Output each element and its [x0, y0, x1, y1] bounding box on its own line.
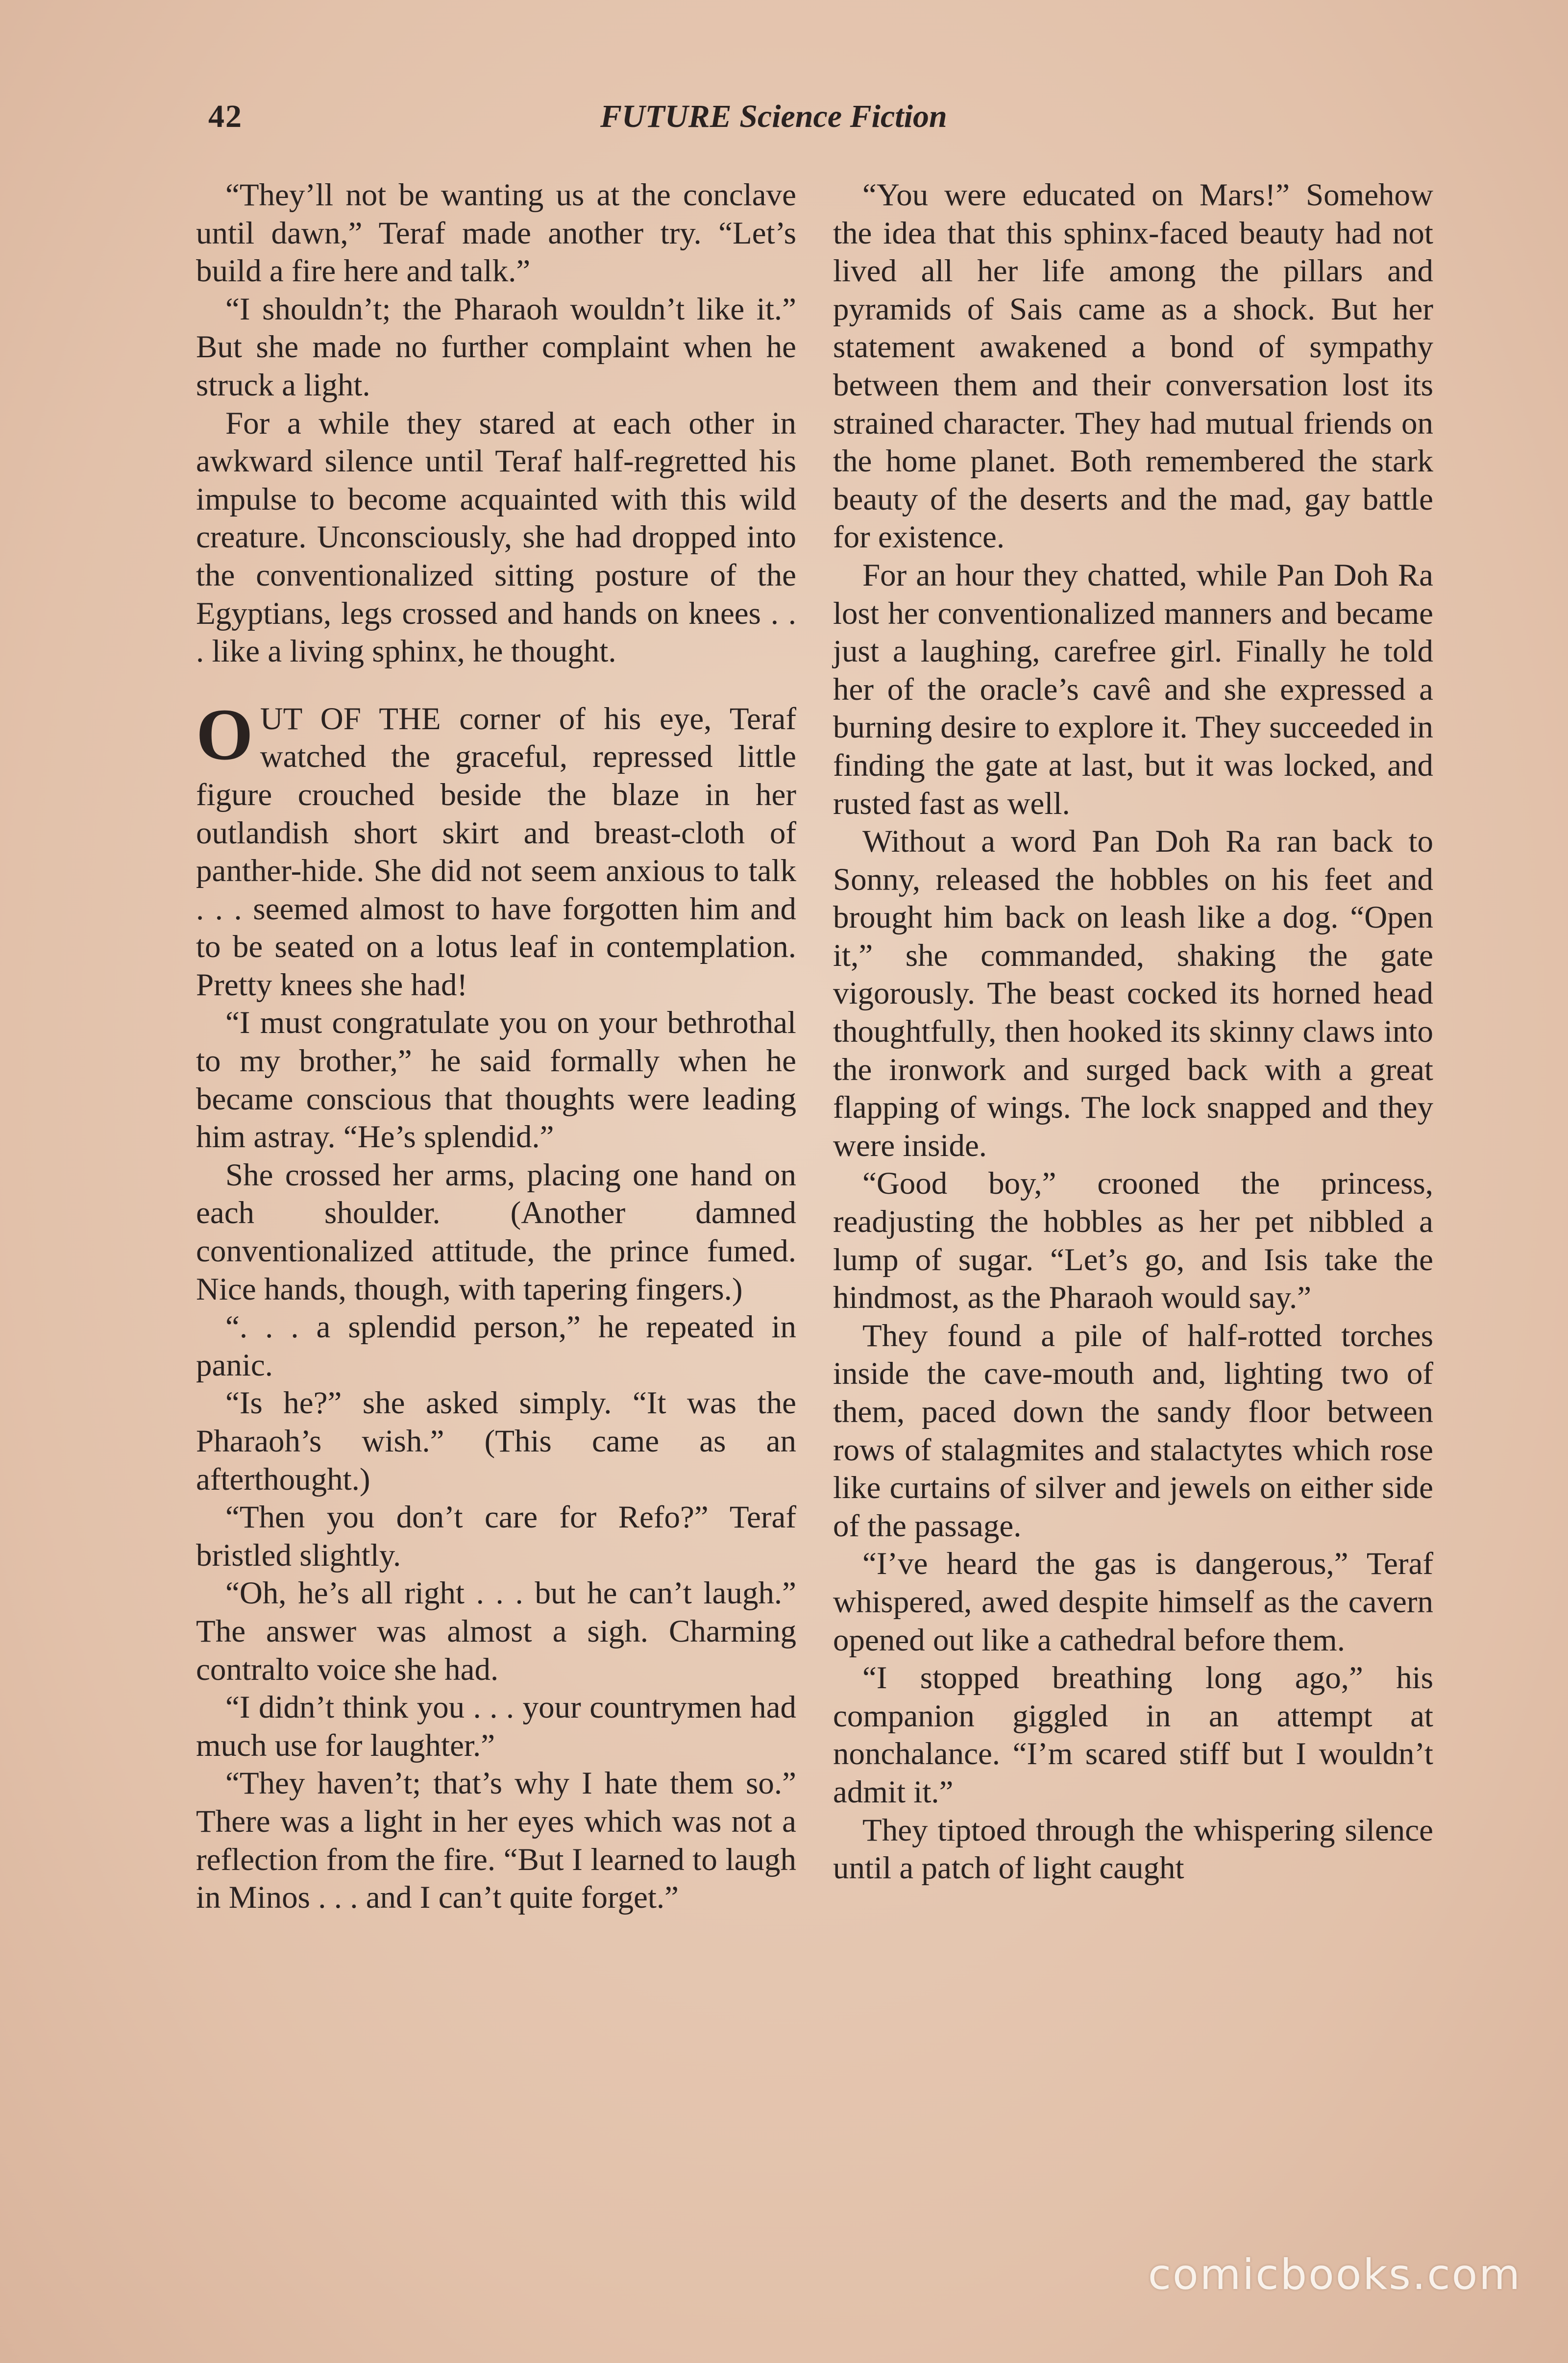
- paragraph: “They haven’t; that’s why I hate them so.” There was a light in her eyes which was not a reflection from the fire. “But I learned to laugh in Minos . . . and I can’t quite forget.”: [196, 1766, 796, 1916]
- paragraph: “I didn’t think you . . . your countrymen had much use for laughter.”: [196, 1690, 796, 1763]
- left-column: [196, 176, 796, 1917]
- paragraph: For an hour they chatted, while Pan Doh Ra lost her conventionalized manners and became just a laughing, carefree girl. Finally he told her of the oracle’s cavê and she expressed a burning desire to explore it. They succeeded in finding the gate at last, but it was locked, and rusted fast as well.: [833, 557, 1433, 821]
- paragraph: “Is he?” she asked simply. “It was the Pharaoh’s wish.” (This came as an afterthought.): [196, 1385, 796, 1497]
- watermark: comicbooks.com: [1148, 2250, 1521, 2299]
- paragraph: “They’ll not be wanting us at the conclave until dawn,” Teraf made another try. “Let’s build a fire here and talk.”: [196, 177, 796, 289]
- section-paragraph: [196, 693, 796, 1005]
- paragraph: “I stopped breathing long ago,” his companion giggled in an attempt at nonchalance. “I’m scared stiff but I wouldn’t admit it.”: [833, 1660, 1433, 1810]
- paragraph: Without a word Pan Doh Ra ran back to Sonny, released the hobbles on his feet and brought him back on leash like a dog. “Open it,” she commanded, shaking the gate vigorously. The beast cocked its horned head thoughtfully, then hooked its skinny claws into the ironwork and surged back with a great flapping of wings. The lock snapped and they were inside.: [833, 824, 1433, 1163]
- paragraph: “I must congratulate you on your bethrothal to my brother,” he said formally when he became conscious that thoughts were leading him astray. “He’s splendid.”: [196, 1005, 796, 1155]
- paragraph: “I shouldn’t; the Pharaoh wouldn’t like it.” But she made no further complaint when he struck a light.: [196, 291, 796, 403]
- paragraph: “Good boy,” crooned the princess, readjusting the hobbles as her pet nibbled a lump of sugar. “Let’s go, and Isis take the hindmost, as the Pharaoh would say.”: [833, 1166, 1433, 1316]
- paragraph-text: UT OF THE corner of his eye, Teraf watched the graceful, repressed little figure crouched beside the blaze in her outlandish short skirt and breast-cloth of panther-hide. She did not seem anxious to talk . . . seemed almost to have forgotten him and to be seated on a lotus leaf in contemplation. Pretty knees she had!: [196, 701, 796, 1003]
- paragraph: “I’ve heard the gas is dangerous,” Teraf whispered, awed despite himself as the cavern opened out like a cathedral before them.: [833, 1546, 1433, 1658]
- paragraph: “Oh, he’s all right . . . but he can’t laugh.” The answer was almost a sigh. Charming contralto voice she had.: [196, 1575, 796, 1687]
- paragraph: “. . . a splendid person,” he repeated in panic.: [196, 1309, 796, 1383]
- paragraph: They found a pile of half-rotted torches inside the cave-mouth and, lighting two of them, paced down the sandy floor between rows of stalagmites and stalactytes which rose like curtains of silver and jewels on either side of the passage.: [833, 1318, 1433, 1544]
- magazine-title: FUTURE Science Fiction: [600, 98, 947, 134]
- right-column: [833, 176, 1433, 1888]
- paragraph: “Then you don’t care for Refo?” Teraf bristled slightly.: [196, 1500, 796, 1573]
- page-header: [194, 98, 1379, 152]
- paragraph: “You were educated on Mars!” Somehow the idea that this sphinx-faced beauty had not lived all her life among the pillars and pyramids of Sais came as a shock. But her statement awakened a bond of sympathy between them and their conversation lost its strained character. They had mutual friends on the home planet. Both remembered the stark beauty of the deserts and the mad, gay battle for existence.: [833, 177, 1433, 555]
- page-number: 42: [208, 98, 243, 134]
- paragraph: They tiptoed through the whispering silence until a patch of light caught: [833, 1812, 1433, 1886]
- paragraph: For a while they stared at each other in awkward silence until Teraf half-regretted his impulse to become acquainted with this wild creature. Unconsciously, she had dropped into the conventionalized sitting posture of the Egyptians, legs crossed and hands on knees . . . like a living sphinx, he thought.: [196, 405, 796, 669]
- paragraph: She crossed her arms, placing one hand on each shoulder. (Another damned conventionalized attitude, the prince fumed. Nice hands, though, with tapering fingers.): [196, 1157, 796, 1307]
- drop-cap: O: [196, 693, 253, 775]
